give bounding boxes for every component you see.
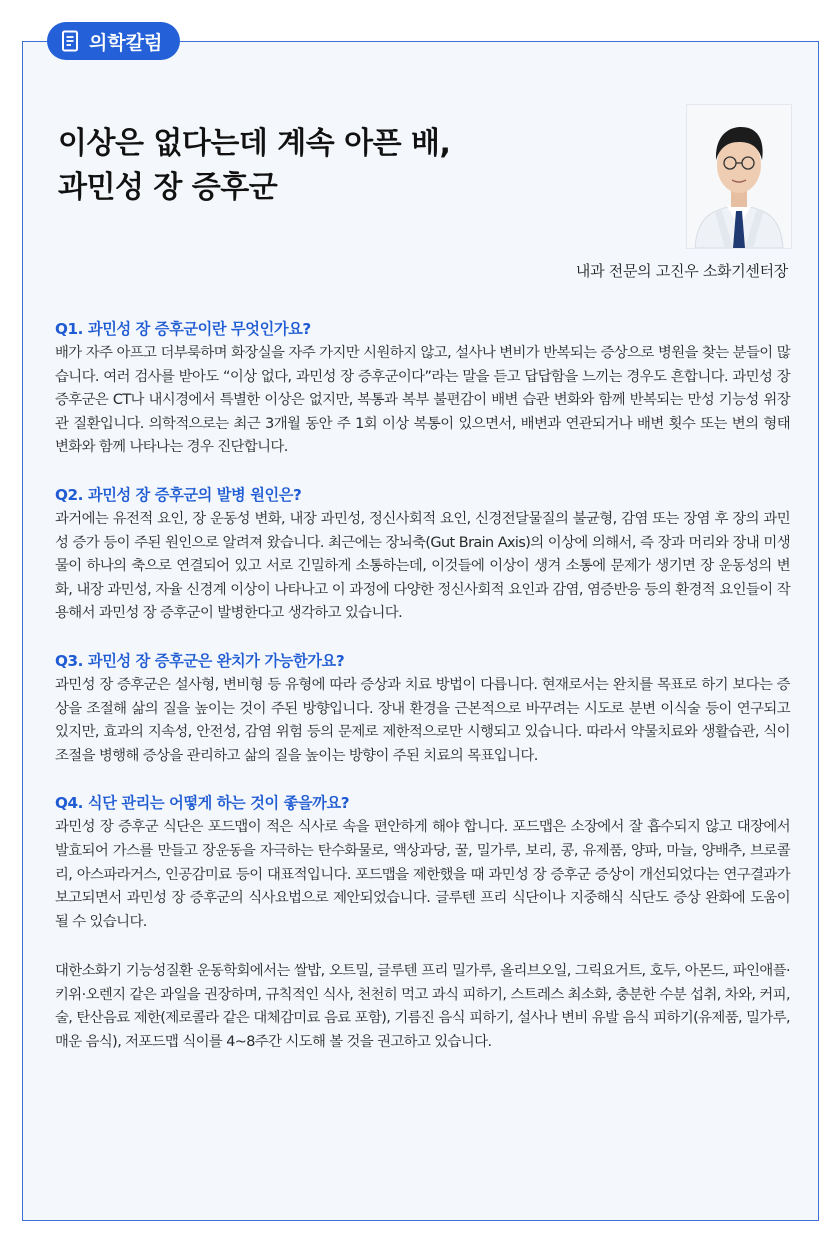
- question-heading: Q2. 과민성 장 증후군의 발병 원인은?: [55, 485, 302, 504]
- column-tag-label: 의학칼럼: [89, 31, 163, 54]
- answer-paragraph: 과거에는 유전적 요인, 장 운동성 변화, 내장 과민성, 정신사회적 요인, 신경전달물질의 불균형, 감염 또는 장염 후 장의 과민성 증가 등이 주된 원인으로 알려져 왔습니다. 최근에는 장뇌축(Gut Brain Axis)의 이상에 의해서, 즉 장과 머리와 장내 미생물이 하나의 축으로 연결되어 있고 서로 긴밀하게 소통하는데, 이것들에 이상이 생겨 소통에 문제가 생기면 장 운동성의 변화, 내장 과민성, 자율 신경계 이상이 나타나고 이 과정에 다양한 정신사회적 요인과 감염, 염증반응 등의 환경적 요인들이 작용해서 과민성 장 증후군이 발병한다고 생각하고 있습니다.: [55, 510, 790, 622]
- answer-paragraph: 배가 자주 아프고 더부룩하며 화장실을 자주 가지만 시원하지 않고, 설사나 변비가 반복되는 증상으로 병원을 찾는 분들이 많습니다. 여러 검사를 받아도 “이상 없다, 과민성 장 증후군이다”라는 말을 듣고 답답함을 느끼는 경우도 흔합니다. 과민성 장 증후군은 CT나 내시경에서 특별한 이상은 없지만, 복통과 복부 불편감이 배변 습관 변화와 함께 반복되는 만성 기능성 위장관 질환입니다. 의학적으로는 최근 3개월 동안 주 1회 이상 복통이 있으면서, 배변과 연관되거나 배변 횟수 또는 변의 형태 변화와 함께 나타나는 경우 진단합니다.: [55, 345, 790, 456]
- author-photo: [686, 104, 792, 249]
- qa-section-1: [55, 316, 790, 460]
- document-icon: [61, 30, 81, 52]
- question-heading: Q1. 과민성 장 증후군이란 무엇인가요?: [55, 320, 311, 338]
- article-body: [55, 316, 790, 1077]
- answer-paragraph: 과민성 장 증후군은 설사형, 변비형 등 유형에 따라 증상과 치료 방법이 다릅니다. 현재로서는 완치를 목표로 하기 보다는 증상을 조절해 삶의 질을 높이는 것이 주된 방향입니다. 장내 환경을 근본적으로 바꾸려는 시도로 분변 이식술 등이 연구되고 있지만, 효과의 지속성, 안전성, 감염 위험 등의 문제로 제한적으로만 시행되고 있습니다. 따라서 약물치료와 생활습관, 식이조절을 병행해 증상을 관리하고 삶의 질을 높이는 방향이 주된 치료의 목표입니다.: [55, 676, 790, 764]
- qa-section-2: [55, 482, 790, 626]
- question-heading: Q3. 과민성 장 증후군은 완치가 가능한가요?: [55, 651, 345, 670]
- column-tag: [47, 22, 180, 60]
- question-heading: Q4. 식단 관리는 어떻게 하는 것이 좋을까요?: [55, 794, 350, 813]
- qa-section-4: [55, 790, 790, 1054]
- title-line-2: 과민성 장 증후군: [58, 170, 278, 205]
- recommendation-paragraph: 대한소화기 기능성질환 운동학회에서는 쌀밥, 오트밀, 글루텐 프리 밀가루, 올리브오일, 그릭요거트, 호두, 아몬드, 파인애플·키위·오렌지 같은 과일을 권장하며, 규칙적인 식사, 천천히 먹고 과식 피하기, 스트레스 최소화, 충분한 수분 섭취, 차와, 커피, 술, 탄산음료 제한(제로콜라 같은 대체감미료 음료 포함), 기름진 음식 피하기, 설사나 변비 유발 음식 피하기(유제품, 밀가루, 매운 음식), 저포드맵 식이를 4~8주간 시도해 볼 것을 권고하고 있습니다.: [55, 963, 790, 1051]
- author-byline: 내과 전문의 고진우 소화기센터장: [575, 262, 788, 280]
- answer-paragraph: 과민성 장 증후군 식단은 포드맵이 적은 식사로 속을 편안하게 해야 합니다. 포드맵은 소장에서 잘 흡수되지 않고 대장에서 발효되어 가스를 만들고 장운동을 자극하는 탄수화물로, 액상과당, 꿀, 밀가루, 보리, 콩, 유제품, 양파, 마늘, 양배추, 브로콜리, 아스파라거스, 인공감미료 등이 대표적입니다. 포드맵을 제한했을 때 과민성 장 증후군 증상이 개선되었다는 연구결과가 보고되면서 과민성 장 증후군의 식사요법으로 제안되었습니다. 글루텐 프리 식단이나 지중해식 식단도 증상 완화에 도움이 될 수 있습니다.: [55, 819, 790, 930]
- article-title: [58, 122, 450, 210]
- qa-section-3: [55, 648, 790, 768]
- title-line-1: 이상은 없다는데 계속 아픈 배,: [58, 126, 451, 161]
